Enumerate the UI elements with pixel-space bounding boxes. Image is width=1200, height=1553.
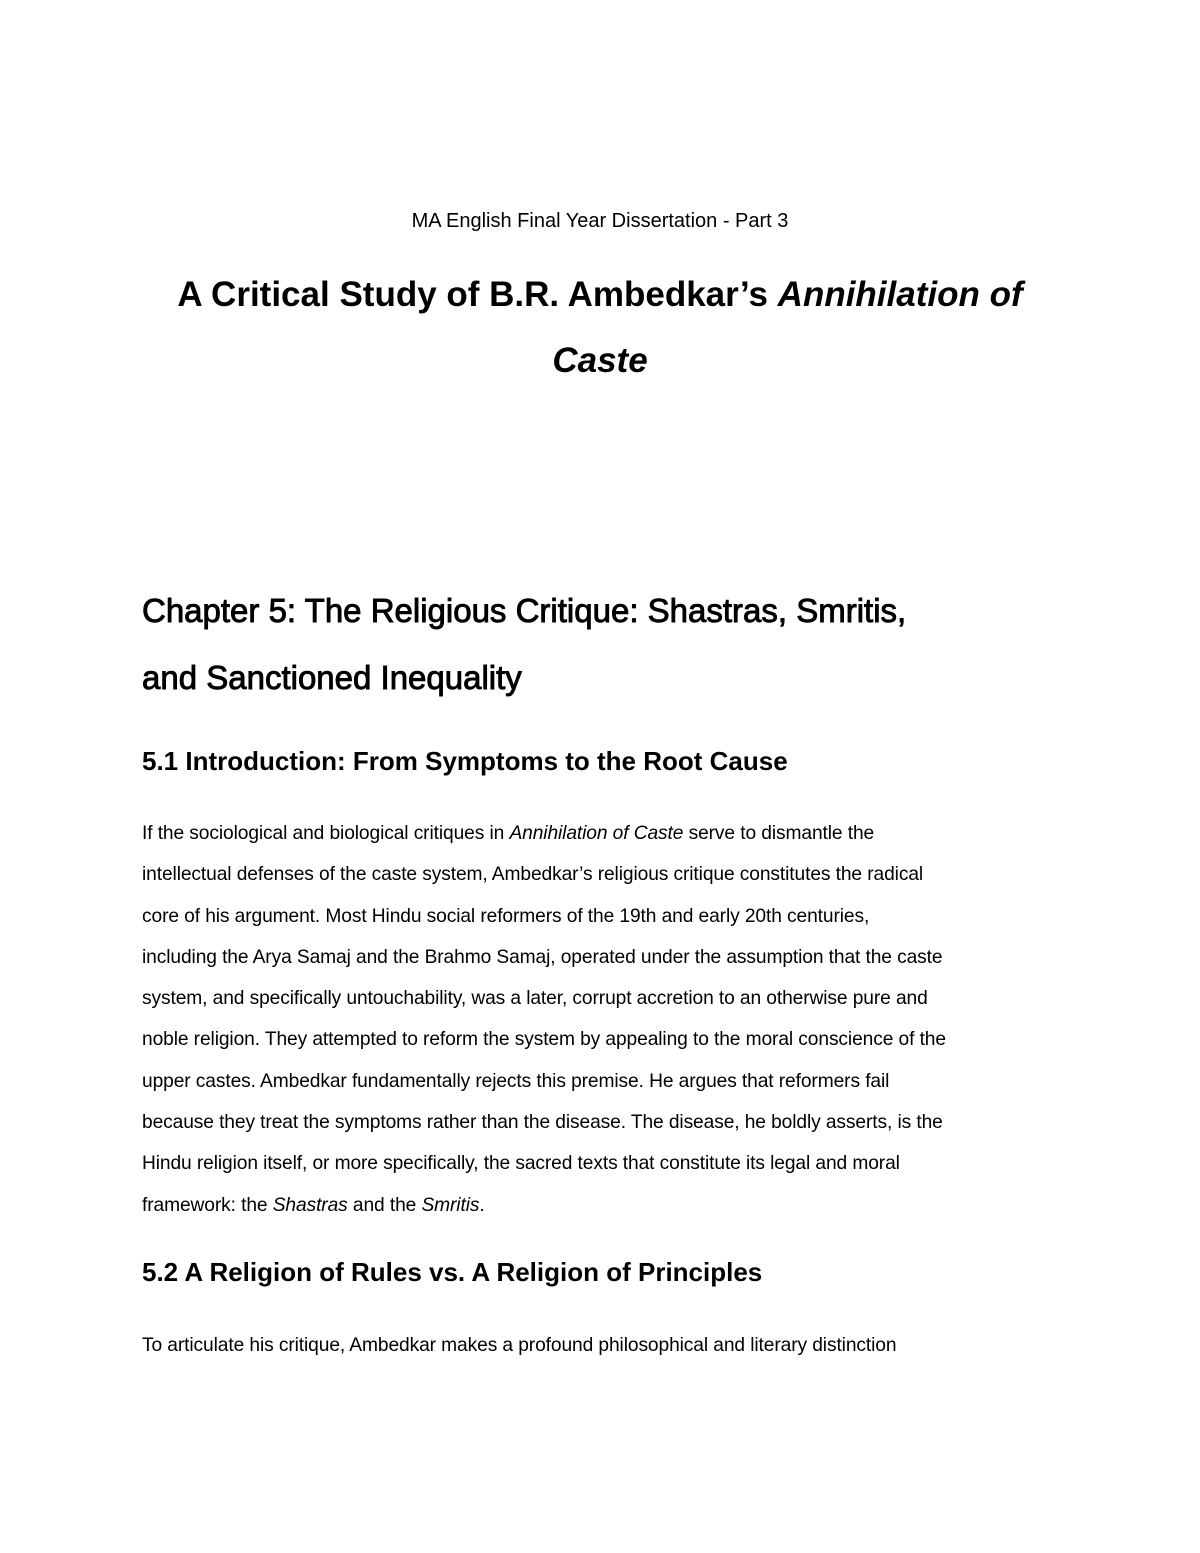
- paragraph-line: [142, 1185, 1062, 1226]
- text-run: serve to dismantle the: [683, 823, 875, 844]
- paragraph-line: system, and specifically untouchability, was a later, corrupt accretion to an otherwise pure and: [142, 988, 928, 1010]
- body-paragraph: [142, 813, 1062, 1226]
- chapter-heading: [142, 577, 1072, 711]
- paragraph-line: To articulate his critique, Ambedkar makes a profound philosophical and literary distinction: [142, 1335, 897, 1356]
- term-italic: Smritis: [421, 1194, 480, 1216]
- text-run: .: [479, 1194, 485, 1216]
- section-heading-5-2: 5.2 A Religion of Rules vs. A Religion of Principles: [142, 1257, 763, 1287]
- chapter-heading-line-1: Chapter 5: The Religious Critique: Shastras, Smritis,: [142, 592, 907, 629]
- paragraph-line: [142, 813, 1062, 854]
- title-line-1: [140, 262, 1060, 328]
- book-title-italic: Annihilation of Caste: [509, 823, 684, 844]
- paragraph-line: core of his argument. Most Hindu social reformers of the 19th and early 20th centuries,: [142, 905, 870, 927]
- document-subtitle: MA English Final Year Dissertation - Part 3: [411, 210, 789, 232]
- paragraph-line: noble religion. They attempted to reform the system by appealing to the moral conscience of the: [142, 1029, 946, 1051]
- body-paragraph: [142, 1325, 1062, 1366]
- title-text: A Critical Study of B.R. Ambedkar’s: [177, 275, 778, 314]
- paragraph-line: because they treat the symptoms rather than the disease. The disease, he boldly asserts, is the: [142, 1112, 943, 1134]
- section-heading-5-1: 5.1 Introduction: From Symptoms to the Root Cause: [142, 746, 788, 776]
- chapter-heading-line-2: and Sanctioned Inequality: [142, 659, 522, 696]
- title-book-name-cont: Caste: [552, 341, 648, 380]
- text-run: framework: the: [142, 1194, 273, 1216]
- text-run: If the sociological and biological critiques in: [142, 823, 510, 844]
- paragraph-line: Hindu religion itself, or more specifically, the sacred texts that constitute its legal and moral: [142, 1153, 900, 1175]
- paragraph-line: upper castes. Ambedkar fundamentally rejects this premise. He argues that reformers fail: [142, 1070, 890, 1092]
- paragraph-line: intellectual defenses of the caste system, Ambedkar’s religious critique constitutes the radical: [142, 864, 924, 886]
- title-line-2: [140, 328, 1060, 394]
- text-run: and the: [347, 1194, 422, 1216]
- term-italic: Shastras: [272, 1194, 348, 1216]
- title-book-name: Annihilation of: [777, 275, 1023, 314]
- document-title: [140, 262, 1060, 394]
- paragraph-line: including the Arya Samaj and the Brahmo Samaj, operated under the assumption that the caste: [142, 946, 943, 968]
